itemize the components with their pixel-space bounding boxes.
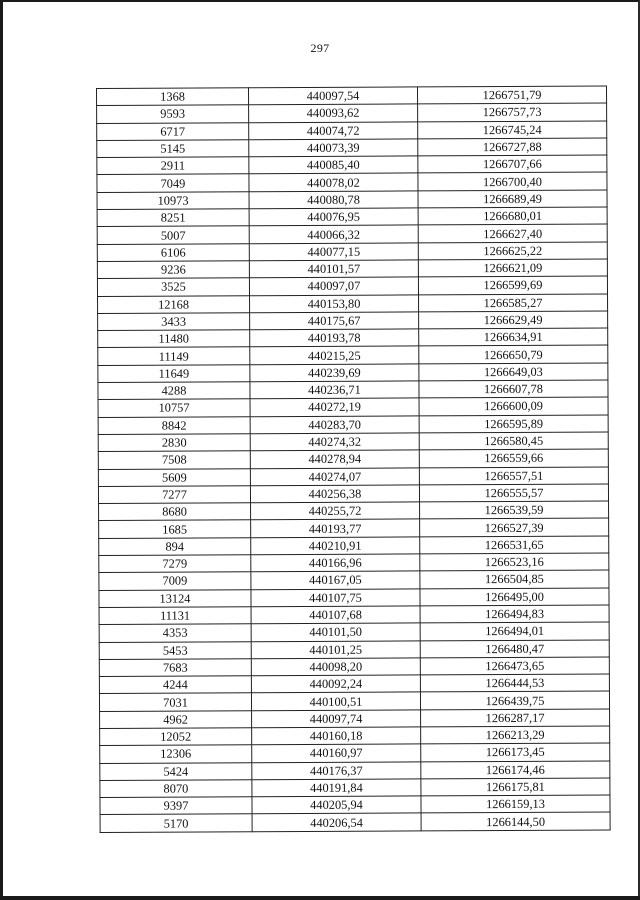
y-coordinate-cell: 1266144,50 [421, 812, 610, 830]
x-coordinate-cell: 440205,94 [252, 796, 421, 814]
x-coordinate-cell: 440078,02 [249, 173, 418, 191]
point-number-cell: 11480 [98, 330, 250, 348]
table-row [97, 155, 607, 175]
table-row [99, 588, 609, 608]
point-number-cell: 1368 [97, 88, 249, 106]
y-coordinate-cell: 1266439,75 [420, 691, 609, 709]
x-coordinate-cell: 440191,84 [252, 779, 421, 797]
x-coordinate-cell: 440080,78 [249, 191, 418, 209]
point-number-cell: 4244 [99, 676, 251, 694]
x-coordinate-cell: 440107,75 [251, 589, 420, 607]
table-row [98, 311, 608, 331]
point-number-cell: 11649 [98, 365, 250, 383]
x-coordinate-cell: 440239,69 [250, 364, 419, 382]
coordinates-table [96, 86, 611, 833]
x-coordinate-cell: 440176,37 [252, 761, 421, 779]
table-row [97, 190, 607, 210]
point-number-cell: 8251 [97, 209, 249, 227]
point-number-cell: 6717 [97, 122, 249, 140]
point-number-cell: 3433 [98, 313, 250, 331]
point-number-cell: 7279 [99, 555, 251, 573]
point-number-cell: 5609 [98, 468, 250, 486]
point-number-cell: 4962 [100, 710, 252, 728]
table-row [97, 86, 607, 106]
table-row [98, 449, 608, 469]
point-number-cell: 4288 [98, 382, 250, 400]
y-coordinate-cell: 1266174,46 [421, 761, 610, 779]
x-coordinate-cell: 440107,68 [251, 606, 420, 624]
table-row [100, 726, 610, 746]
table-row [97, 259, 607, 279]
x-coordinate-cell: 440274,32 [250, 433, 419, 451]
table-row [97, 276, 607, 296]
y-coordinate-cell: 1266707,66 [418, 155, 607, 173]
x-coordinate-cell: 440272,19 [250, 398, 419, 416]
x-coordinate-cell: 440283,70 [250, 416, 419, 434]
table-row [100, 709, 610, 729]
table-row [99, 536, 609, 556]
y-coordinate-cell: 1266621,09 [418, 259, 607, 277]
y-coordinate-cell: 1266480,47 [420, 639, 609, 657]
y-coordinate-cell: 1266680,01 [418, 207, 607, 225]
table-row [98, 484, 608, 504]
point-number-cell: 7031 [99, 693, 251, 711]
table-row [97, 224, 607, 244]
y-coordinate-cell: 1266700,40 [418, 172, 607, 190]
y-coordinate-cell: 1266473,65 [420, 657, 609, 675]
y-coordinate-cell: 1266523,16 [420, 553, 609, 571]
x-coordinate-cell: 440097,54 [249, 87, 418, 105]
point-number-cell: 5424 [100, 762, 252, 780]
table-row [97, 242, 607, 262]
table-row [99, 674, 609, 694]
point-number-cell: 10757 [98, 399, 250, 417]
point-number-cell: 1685 [99, 520, 251, 538]
x-coordinate-cell: 440274,07 [250, 467, 419, 485]
y-coordinate-cell: 1266557,51 [419, 467, 608, 485]
point-number-cell: 12168 [98, 295, 250, 313]
x-coordinate-cell: 440193,77 [251, 519, 420, 537]
x-coordinate-cell: 440085,40 [249, 156, 418, 174]
table-row [97, 172, 607, 192]
point-number-cell: 7508 [98, 451, 250, 469]
point-number-cell: 3525 [97, 278, 249, 296]
y-coordinate-cell: 1266539,59 [420, 501, 609, 519]
y-coordinate-cell: 1266634,91 [419, 328, 608, 346]
point-number-cell: 5170 [100, 814, 252, 832]
y-coordinate-cell: 1266159,13 [421, 795, 610, 813]
x-coordinate-cell: 440097,07 [249, 277, 418, 295]
y-coordinate-cell: 1266504,85 [420, 570, 609, 588]
table-row [100, 761, 610, 781]
table-row [98, 345, 608, 365]
y-coordinate-cell: 1266580,45 [419, 432, 608, 450]
point-number-cell: 12306 [100, 745, 252, 763]
y-coordinate-cell: 1266751,79 [417, 86, 606, 104]
point-number-cell: 8070 [100, 780, 252, 798]
x-coordinate-cell: 440073,39 [249, 139, 418, 157]
point-number-cell: 5007 [97, 226, 249, 244]
x-coordinate-cell: 440210,91 [251, 537, 420, 555]
point-number-cell: 8842 [98, 416, 250, 434]
x-coordinate-cell: 440098,20 [251, 658, 420, 676]
x-coordinate-cell: 440101,25 [251, 640, 420, 658]
point-number-cell: 894 [99, 537, 251, 555]
point-number-cell: 2911 [97, 157, 249, 175]
point-number-cell: 11149 [98, 347, 250, 365]
table-row [97, 138, 607, 158]
x-coordinate-cell: 440074,72 [249, 122, 418, 140]
y-coordinate-cell: 1266559,66 [419, 449, 608, 467]
y-coordinate-cell: 1266599,69 [418, 276, 607, 294]
y-coordinate-cell: 1266629,49 [419, 311, 608, 329]
point-number-cell: 12052 [100, 728, 252, 746]
point-number-cell: 5145 [97, 140, 249, 158]
coordinates-table-body [97, 86, 611, 832]
point-number-cell: 6106 [97, 243, 249, 261]
table-row [99, 605, 609, 625]
point-number-cell: 7683 [99, 659, 251, 677]
table-row [99, 518, 609, 538]
y-coordinate-cell: 1266494,01 [420, 622, 609, 640]
point-number-cell: 5453 [99, 641, 251, 659]
point-number-cell: 11131 [99, 607, 251, 625]
table-row [98, 415, 608, 435]
table-row [99, 657, 609, 677]
table-row [97, 103, 607, 123]
x-coordinate-cell: 440100,51 [251, 692, 420, 710]
point-number-cell: 2830 [98, 434, 250, 452]
y-coordinate-cell: 1266650,79 [419, 345, 608, 363]
y-coordinate-cell: 1266757,73 [418, 103, 607, 121]
table-row [98, 328, 608, 348]
y-coordinate-cell: 1266585,27 [419, 294, 608, 312]
table-row [99, 570, 609, 590]
x-coordinate-cell: 440097,74 [252, 710, 421, 728]
y-coordinate-cell: 1266625,22 [418, 242, 607, 260]
y-coordinate-cell: 1266600,09 [419, 397, 608, 415]
x-coordinate-cell: 440215,25 [250, 346, 419, 364]
y-coordinate-cell: 1266213,29 [421, 726, 610, 744]
x-coordinate-cell: 440076,95 [249, 208, 418, 226]
table-row [98, 294, 608, 314]
point-number-cell: 7049 [97, 174, 249, 192]
scan-edge-top [0, 0, 640, 2]
x-coordinate-cell: 440101,57 [249, 260, 418, 278]
y-coordinate-cell: 1266494,83 [420, 605, 609, 623]
table-row [100, 743, 610, 763]
y-coordinate-cell: 1266287,17 [421, 709, 610, 727]
x-coordinate-cell: 440153,80 [250, 294, 419, 312]
x-coordinate-cell: 440175,67 [250, 312, 419, 330]
x-coordinate-cell: 440278,94 [250, 450, 419, 468]
x-coordinate-cell: 440236,71 [250, 381, 419, 399]
table-row [100, 795, 610, 815]
x-coordinate-cell: 440166,96 [251, 554, 420, 572]
table-row [99, 691, 609, 711]
y-coordinate-cell: 1266689,49 [418, 190, 607, 208]
table-row [99, 622, 609, 642]
x-coordinate-cell: 440077,15 [249, 243, 418, 261]
y-coordinate-cell: 1266527,39 [420, 518, 609, 536]
x-coordinate-cell: 440160,18 [252, 727, 421, 745]
y-coordinate-cell: 1266444,53 [420, 674, 609, 692]
table-row [98, 363, 608, 383]
table-row [98, 397, 608, 417]
x-coordinate-cell: 440206,54 [252, 813, 421, 831]
x-coordinate-cell: 440255,72 [251, 502, 420, 520]
table-row [98, 432, 608, 452]
y-coordinate-cell: 1266745,24 [418, 121, 607, 139]
point-number-cell: 9397 [100, 797, 252, 815]
table-row [99, 501, 609, 521]
y-coordinate-cell: 1266649,03 [419, 363, 608, 381]
scan-edge-left [0, 0, 3, 900]
point-number-cell: 9236 [97, 261, 249, 279]
y-coordinate-cell: 1266531,65 [420, 536, 609, 554]
y-coordinate-cell: 1266595,89 [419, 415, 608, 433]
y-coordinate-cell: 1266555,57 [419, 484, 608, 502]
x-coordinate-cell: 440256,38 [250, 485, 419, 503]
x-coordinate-cell: 440193,78 [250, 329, 419, 347]
table-row [98, 380, 608, 400]
table-row [97, 121, 607, 141]
y-coordinate-cell: 1266173,45 [421, 743, 610, 761]
x-coordinate-cell: 440160,97 [252, 744, 421, 762]
point-number-cell: 4353 [99, 624, 251, 642]
y-coordinate-cell: 1266175,81 [421, 778, 610, 796]
table-row [99, 639, 609, 659]
x-coordinate-cell: 440093,62 [249, 104, 418, 122]
table-row [97, 207, 607, 227]
point-number-cell: 7009 [99, 572, 251, 590]
table-row [98, 467, 608, 487]
x-coordinate-cell: 440167,05 [251, 571, 420, 589]
point-number-cell: 9593 [97, 105, 249, 123]
scan-edge-bottom [0, 896, 640, 900]
point-number-cell: 13124 [99, 589, 251, 607]
point-number-cell: 7277 [98, 486, 250, 504]
table-row [100, 778, 610, 798]
point-number-cell: 8680 [99, 503, 251, 521]
point-number-cell: 10973 [97, 192, 249, 210]
y-coordinate-cell: 1266495,00 [420, 588, 609, 606]
y-coordinate-cell: 1266627,40 [418, 224, 607, 242]
x-coordinate-cell: 440066,32 [249, 225, 418, 243]
x-coordinate-cell: 440092,24 [251, 675, 420, 693]
x-coordinate-cell: 440101,50 [251, 623, 420, 641]
y-coordinate-cell: 1266727,88 [418, 138, 607, 156]
y-coordinate-cell: 1266607,78 [419, 380, 608, 398]
table-row [99, 553, 609, 573]
table-row [100, 812, 610, 832]
page-number: 297 [310, 41, 330, 55]
